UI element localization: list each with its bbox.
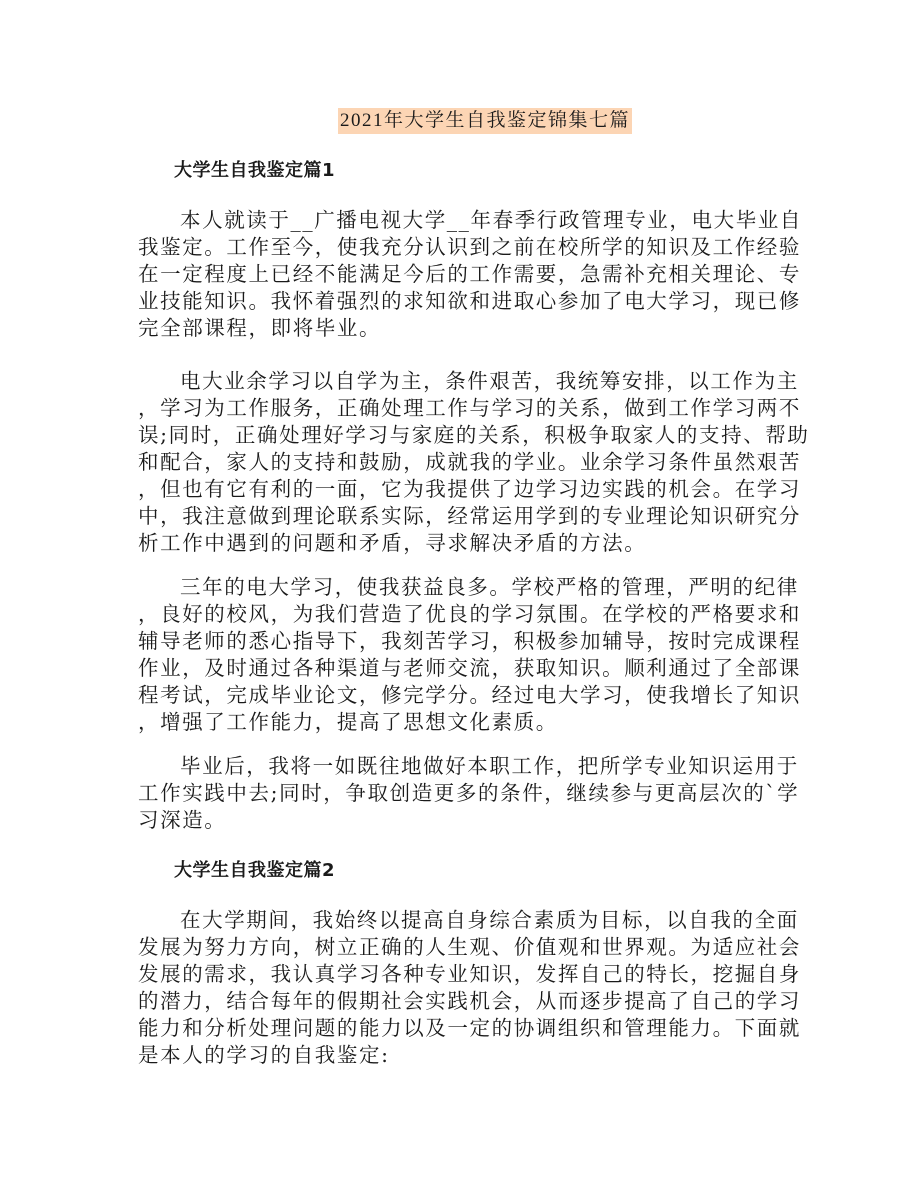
text-line: 发展为努力方向，树立正确的人生观、价值观和世界观。为适应社会	[138, 935, 801, 959]
text-line: 我鉴定。工作至今，使我充分认识到之前在校所学的知识及工作经验	[138, 235, 801, 259]
text-line: ，增强了工作能力，提高了思想文化素质。	[138, 710, 558, 734]
text-line: 析工作中遇到的问题和矛盾，寻求解决矛盾的方法。	[138, 531, 647, 555]
paragraph	[138, 368, 810, 557]
text-line: 习深造。	[138, 808, 227, 832]
text-line: 完全部课程，即将毕业。	[138, 316, 382, 340]
document-title: 2021年大学生自我鉴定锦集七篇	[338, 108, 632, 134]
paragraph	[138, 753, 800, 834]
paragraph	[138, 574, 801, 736]
text-line: 业技能知识。我怀着强烈的求知欲和进取心参加了电大学习，现已修	[138, 289, 801, 313]
text-line: 能力和分析处理问题的能力以及一定的协调组织和管理能力。下面就	[138, 1016, 801, 1040]
text-line: 电大业余学习以自学为主，条件艰苦，我统筹安排，以工作为主	[180, 369, 799, 393]
text-line: 作业，及时通过各种渠道与老师交流，获取知识。顺利通过了全部课	[138, 656, 801, 680]
section-heading-2: 大学生自我鉴定篇2	[174, 860, 336, 881]
text-line: 和配合，家人的支持和鼓励，成就我的学业。业余学习条件虽然艰苦	[138, 450, 801, 474]
text-line: 发展的需求，我认真学习各种专业知识，发挥自己的特长，挖掘自身	[138, 962, 801, 986]
text-line: 程考试，完成毕业论文，修完学分。经过电大学习，使我增长了知识	[138, 683, 801, 707]
text-line: 本人就读于__广播电视大学__年春季行政管理专业，电大毕业自	[180, 208, 802, 232]
paragraph	[138, 207, 802, 342]
text-line: ，学习为工作服务，正确处理工作与学习的关系，做到工作学习两不	[138, 396, 801, 420]
text-line: ，良好的校风，为我们营造了优良的学习氛围。在学校的严格要求和	[138, 602, 801, 626]
text-line: 辅导老师的悉心指导下，我刻苦学习，积极参加辅导，按时完成课程	[138, 629, 801, 653]
text-line: 的潜力，结合每年的假期社会实践机会，从而逐步提高了自己的学习	[138, 989, 801, 1013]
text-line: 毕业后，我将一如既往地做好本职工作，把所学专业知识运用于	[180, 754, 799, 778]
text-line: 在大学期间，我始终以提高自身综合素质为目标，以自我的全面	[180, 908, 799, 932]
text-line: 是本人的学习的自我鉴定:	[138, 1043, 390, 1067]
text-line: 误;同时，正确处理好学习与家庭的关系，积极争取家人的支持、帮助	[138, 423, 810, 447]
paragraph	[138, 907, 801, 1069]
text-line: 工作实践中去;同时，争取创造更多的条件，继续参与更高层次的`学	[138, 781, 800, 805]
text-line: 三年的电大学习，使我获益良多。学校严格的管理，严明的纪律	[180, 575, 799, 599]
section-heading-1: 大学生自我鉴定篇1	[174, 160, 336, 181]
text-line: 中，我注意做到理论联系实际，经常运用学到的专业理论知识研究分	[138, 504, 801, 528]
text-line: 在一定程度上已经不能满足今后的工作需要，急需补充相关理论、专	[138, 262, 801, 286]
document-title-wrap	[138, 108, 792, 134]
text-line: ，但也有它有利的一面，它为我提供了边学习边实践的机会。在学习	[138, 477, 801, 501]
